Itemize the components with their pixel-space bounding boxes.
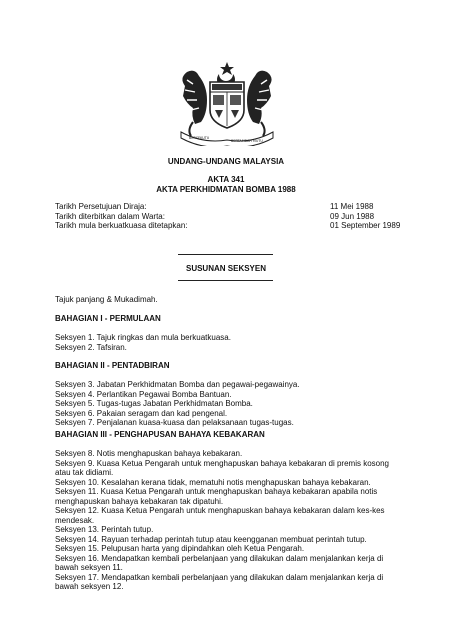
preamble-block: [55, 295, 400, 305]
divider-top: [178, 254, 273, 255]
list-item: Seksyen 17. Mendapatkan kembali perbelanjaan yang dilakukan dalam menjalankan kerja di bawah seksyen 12.: [55, 572, 384, 591]
list-item: Seksyen 3. Jabatan Perkhidmatan Bomba dan pegawai-pegawainya.: [55, 380, 300, 389]
list-item: Seksyen 14. Rayuan terhadap perintah tutup atau keengganan membuat perintah tutup.: [55, 534, 367, 544]
list-item: Seksyen 1. Tajuk ringkas dan mula berkuatkuasa.: [55, 333, 231, 342]
svg-text:BERSEKUTU: BERSEKUTU: [189, 136, 210, 140]
part-title: BAHAGIAN I - PERMULAAN: [55, 314, 161, 323]
act-number: AKTA 341: [207, 175, 245, 184]
date-row: [55, 212, 400, 222]
section-heading: SUSUNAN SEKSYEN: [185, 264, 266, 273]
date-label: Tarikh Persetujuan Diraja:: [55, 202, 147, 211]
list-item: Seksyen 2. Tafsiran.: [55, 342, 127, 352]
date-value: 09 Jun 1988: [330, 211, 375, 221]
list-item: Seksyen 7. Penjalanan kuasa-kuasa dan pelaksanaan tugas-tugas.: [55, 418, 294, 427]
act-name: AKTA PERKHIDMATAN BOMBA 1988: [156, 184, 296, 194]
date-row: [55, 202, 400, 212]
act-heading: [0, 175, 452, 194]
part-3: [55, 430, 400, 440]
coat-of-arms-logo: [173, 60, 281, 146]
part-2: [55, 361, 400, 371]
part-1: [55, 314, 400, 324]
law-title: UNDANG-UNDANG MALAYSIA: [167, 157, 285, 166]
list-item: Seksyen 15. Pelupusan harta yang dipindahkan oleh Ketua Pengarah.: [55, 544, 305, 553]
list-item: Seksyen 4. Perlantikan Pegawai Bomba Bantuan.: [55, 389, 232, 399]
date-row: [55, 221, 400, 231]
list-item: Seksyen 11. Kuasa Ketua Pengarah untuk menghapuskan bahaya kebakaran apabila notis menghapuskan bahaya kebakaran tak dipatuhi.: [55, 487, 378, 506]
list-item: Seksyen 10. Kesalahan kerana tidak, mematuhi notis menghapuskan bahaya kebakaran.: [55, 477, 371, 487]
part-3-items: [55, 449, 400, 592]
date-label: Tarikh mula berkuatkuasa ditetapkan:: [55, 221, 188, 230]
part-title: BAHAGIAN III - PENGHAPUSAN BAHAYA KEBAKARAN: [55, 430, 265, 439]
date-label: Tarikh diterbitkan dalam Warta:: [55, 211, 165, 221]
date-list: [55, 202, 400, 231]
list-item: Seksyen 16. Mendapatkan kembali perbelanjaan yang dilakukan dalam menjalankan kerja di bawah seksyen 11.: [55, 553, 384, 572]
divider-bottom: [178, 280, 273, 281]
preamble: Tajuk panjang & Mukadimah.: [55, 295, 158, 304]
date-value: 01 September 1989: [330, 221, 401, 230]
list-item: Seksyen 6. Pakaian seragam dan kad pengenal.: [55, 408, 228, 418]
list-item: Seksyen 12. Kuasa Ketua Pengarah untuk menghapuskan bahaya kebakaran dalam kes-kes mendesak.: [55, 506, 385, 525]
list-item: Seksyen 13. Perintah tutup.: [55, 525, 154, 534]
list-item: Seksyen 8. Notis menghapuskan bahaya kebakaran.: [55, 449, 243, 458]
list-item: Seksyen 9. Kuasa Ketua Pengarah untuk menghapuskan bahaya kebakaran di premis kosong atau tak didiami.: [55, 458, 389, 477]
part-1-items: [55, 333, 400, 352]
svg-text:BERTAMBAH MUTU: BERTAMBAH MUTU: [231, 139, 263, 143]
date-value: 11 Mei 1988: [330, 202, 374, 211]
part-title: BAHAGIAN II - PENTADBIRAN: [55, 361, 170, 370]
list-item: Seksyen 5. Tugas-tugas Jabatan Perkhidmatan Bomba.: [55, 399, 253, 408]
part-2-items: [55, 380, 400, 428]
